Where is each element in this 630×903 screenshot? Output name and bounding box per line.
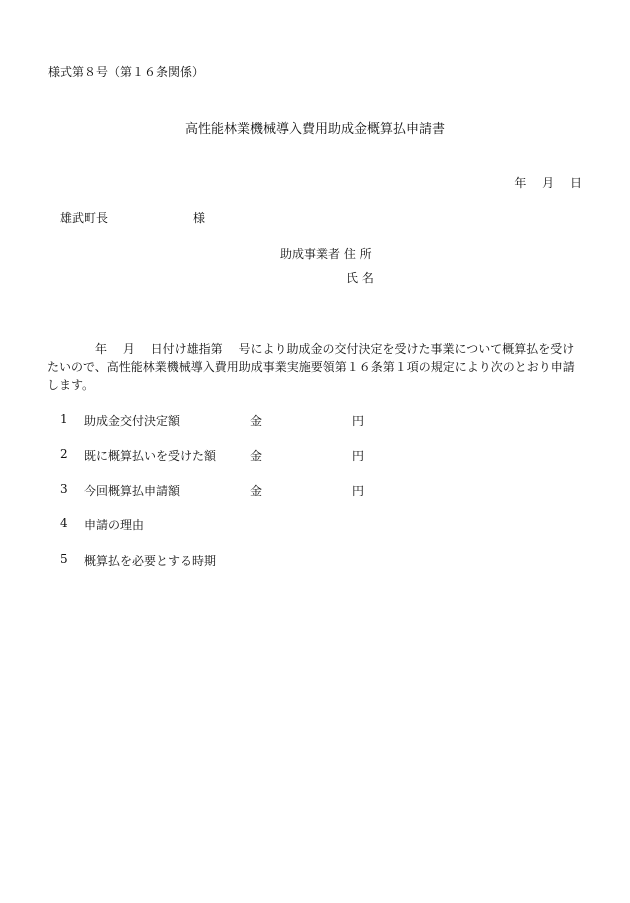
item-yen: 円: [352, 414, 365, 428]
item-label: 助成金交付決定額: [84, 414, 181, 428]
item-label: 概算払を必要とする時期: [84, 554, 217, 568]
addressee-honorific: 様: [193, 211, 206, 225]
item-kin: 金: [250, 449, 263, 463]
form-number: 様式第８号（第１６条関係）: [48, 65, 205, 79]
item-4: [60, 516, 460, 530]
item-kin: 金: [250, 484, 263, 498]
body-paragraph: [47, 340, 584, 394]
item-yen: 円: [352, 449, 365, 463]
date-line: 年 月 日: [514, 176, 582, 190]
item-number: 4: [60, 516, 68, 530]
item-label: 申請の理由: [84, 518, 145, 532]
item-number: 3: [60, 482, 68, 496]
item-label: 既に概算払いを受けた額: [84, 449, 217, 463]
item-kin: 金: [250, 414, 263, 428]
item-number: 2: [60, 447, 68, 461]
applicant-name-label: 氏 名: [346, 271, 374, 285]
document-title: 高性能林業機械導入費用助成金概算払申請書: [184, 122, 445, 137]
item-number: 5: [60, 552, 68, 566]
body-text: 年 月 日付け雄指第 号により助成金の交付決定を受けた事業について概算払を受けたいので、高性能林業機械導入費用助成事業実施要領第１６条第１項の規定により次のとおり申請します。: [47, 342, 575, 392]
item-number: 1: [60, 412, 68, 426]
item-3: [60, 482, 460, 496]
item-label: 今回概算払申請額: [84, 484, 181, 498]
item-1: [60, 412, 460, 426]
applicant-address-label: 助成事業者 住 所: [280, 247, 372, 261]
item-yen: 円: [352, 484, 365, 498]
item-5: [60, 552, 460, 566]
item-2: [60, 447, 460, 461]
addressee-name: 雄武町長: [60, 211, 109, 225]
